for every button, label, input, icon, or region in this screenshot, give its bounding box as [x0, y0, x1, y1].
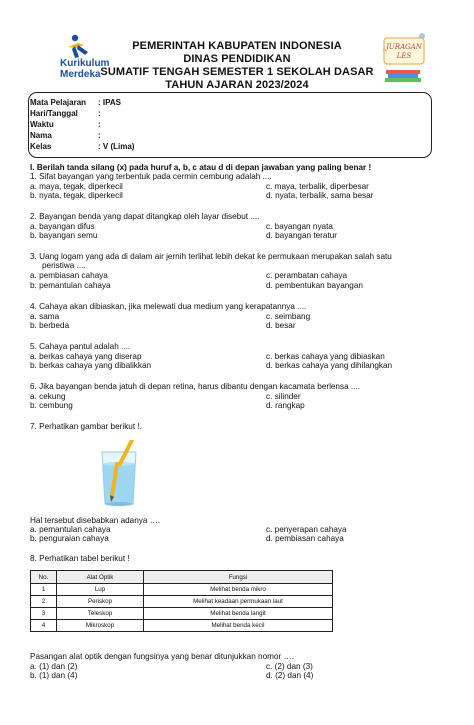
logo-line2: Merdeka — [60, 69, 101, 80]
option-7c: c. penyerapan cahaya — [266, 525, 347, 534]
header-line4: TAHUN AJARAN 2023/2024 — [165, 79, 309, 91]
option-7b: b. penguraian cahaya — [30, 534, 109, 543]
option-1a: a. maya, tegak, diperkecil — [30, 182, 123, 191]
option-8d: d. (2) dan (4) — [266, 671, 314, 680]
option-4d: d. besar — [266, 321, 296, 330]
option-5a: a. berkas cahaya yang diserap — [30, 352, 142, 361]
table-cell: Teleskop — [57, 608, 144, 620]
table-cell: Periskop — [57, 596, 144, 608]
header-line3: SUMATIF TENGAH SEMESTER 1 SEKOLAH DASAR — [100, 66, 374, 78]
option-3b: b. pemantulan cahaya — [30, 281, 111, 290]
instruction-text: I. Berilah tanda silang (x) pada huruf a, b, c atau d di depan jawaban yang paling benar ! — [30, 163, 372, 172]
info-value: : — [98, 109, 101, 118]
logo-line1: Kurikulum — [60, 58, 110, 69]
question-2: 2. Bayangan benda yang dapat ditangkap oleh layar disebut .... — [30, 212, 260, 221]
option-6a: a. cekung — [30, 392, 66, 401]
option-2d: d. bayangan teratur — [266, 231, 338, 240]
table-cell: Lup — [57, 584, 144, 596]
question-8-cont: Pasangan alat optik dengan fungsinya yang benar ditunjukkan nomor …. — [30, 652, 294, 661]
juragan-les-stamp — [378, 28, 430, 86]
table-cell: 1 — [31, 584, 57, 596]
option-7a: a. pemantulan cahaya — [30, 525, 111, 534]
table-cell: 4 — [31, 620, 57, 632]
question-3-cont: peristiwa .... — [42, 261, 86, 270]
question-7: 7. Perhatikan gambar berikut !. — [30, 422, 142, 431]
option-3c: c. perambatan cahaya — [266, 271, 348, 280]
question-7-cont: Hal tersebut disebabkan adanya …. — [30, 516, 161, 525]
info-row-name — [30, 131, 101, 141]
table-header-row — [31, 571, 333, 584]
glass-pencil-icon — [96, 440, 142, 508]
question-4: 4. Cahaya akan dibiaskan, jika melewati dua medium yang kerapatannya .... — [30, 302, 307, 311]
table-cell: 3 — [31, 608, 57, 620]
table-row — [31, 620, 333, 632]
table-header-no: No. — [31, 571, 57, 584]
option-2b: b. bayangan semu — [30, 231, 98, 240]
info-label: Mata Pelajaran — [30, 98, 87, 107]
optics-table — [30, 570, 333, 632]
question-3: 3. Uang logam yang ada di dalam air jernih terlihat lebih dekat ke permukaan merupakan salah satu — [30, 252, 392, 261]
option-4a: a. sama — [30, 312, 60, 321]
table-cell: Melihat benda langit — [144, 608, 333, 620]
header-line1: PEMERINTAH KABUPATEN INDONESIA — [132, 40, 342, 52]
info-label: Waktu — [30, 120, 54, 129]
stamp-line2: LES — [396, 52, 412, 60]
option-8b: b. (1) dan (4) — [30, 671, 78, 680]
table-row — [31, 584, 333, 596]
option-2a: a. bayangan difus — [30, 222, 95, 231]
table-row — [31, 608, 333, 620]
option-6c: c. silinder — [266, 392, 301, 401]
info-row-time — [30, 120, 101, 130]
option-2c: c. bayangan nyata — [266, 222, 333, 231]
option-4c: c. seimbang — [266, 312, 311, 321]
question-6: 6. Jika bayangan benda jatuh di depan retina, harus dibantu dengan kacamata berlensa .... — [30, 382, 361, 391]
info-row-class — [30, 142, 134, 152]
option-5d: d. berkas cahaya yang dihilangkan — [266, 361, 393, 370]
table-header-tool: Alat Optik — [57, 571, 144, 584]
option-8a: a. (1) dan (2) — [30, 662, 78, 671]
stamp-line1: JURAGAN — [386, 43, 422, 51]
table-cell: Melihat benda kecil — [144, 620, 333, 632]
table-cell: Melihat benda mikro — [144, 584, 333, 596]
table-row — [31, 596, 333, 608]
info-value: : — [98, 120, 101, 129]
info-label: Nama — [30, 131, 52, 140]
info-row-subject — [30, 98, 121, 108]
question-1: 1. Sifat bayangan yang terbentuk pada cermin cembung adalah .... — [30, 172, 272, 181]
option-6b: b. cembung — [30, 401, 73, 410]
option-8c: c. (2) dan (3) — [266, 662, 313, 671]
header-line2: DINAS PENDIDIKAN — [183, 53, 291, 65]
option-5c: c. berkas cahaya yang dibiaskan — [266, 352, 385, 361]
table-header-function: Fungsi — [144, 571, 333, 584]
info-value: : — [98, 131, 101, 140]
question-5: 5. Cahaya pantul adalah .... — [30, 342, 131, 351]
option-1d: d. nyata, terbalik, sama besar — [266, 191, 374, 200]
option-6d: d. rangkap — [266, 401, 305, 410]
table-cell: Mikroskop — [57, 620, 144, 632]
glass-with-pencil-image — [96, 440, 142, 508]
info-label: Hari/Tanggal — [30, 109, 78, 118]
info-row-date — [30, 109, 101, 119]
option-4b: b. berbeda — [30, 321, 70, 330]
option-3d: d. pembentukan bayangan — [266, 281, 363, 290]
option-7d: d. pembiasan cahaya — [266, 534, 344, 543]
table-cell: 2 — [31, 596, 57, 608]
option-1c: c. maya, terbalik, diperbesar — [266, 182, 369, 191]
option-1b: b. nyata, tegak, diperkecil — [30, 191, 123, 200]
option-5b: b. berkas cahaya yang dibalikkan — [30, 361, 152, 370]
info-label: Kelas — [30, 142, 52, 151]
option-3a: a. pembiasan cahaya — [30, 271, 108, 280]
info-value: : V (Lima) — [98, 142, 135, 151]
question-8: 8. Perhatikan tabel berikut ! — [30, 554, 130, 563]
table-cell: Melihat keadaan permukaan laut — [144, 596, 333, 608]
info-value: : IPAS — [98, 98, 121, 107]
